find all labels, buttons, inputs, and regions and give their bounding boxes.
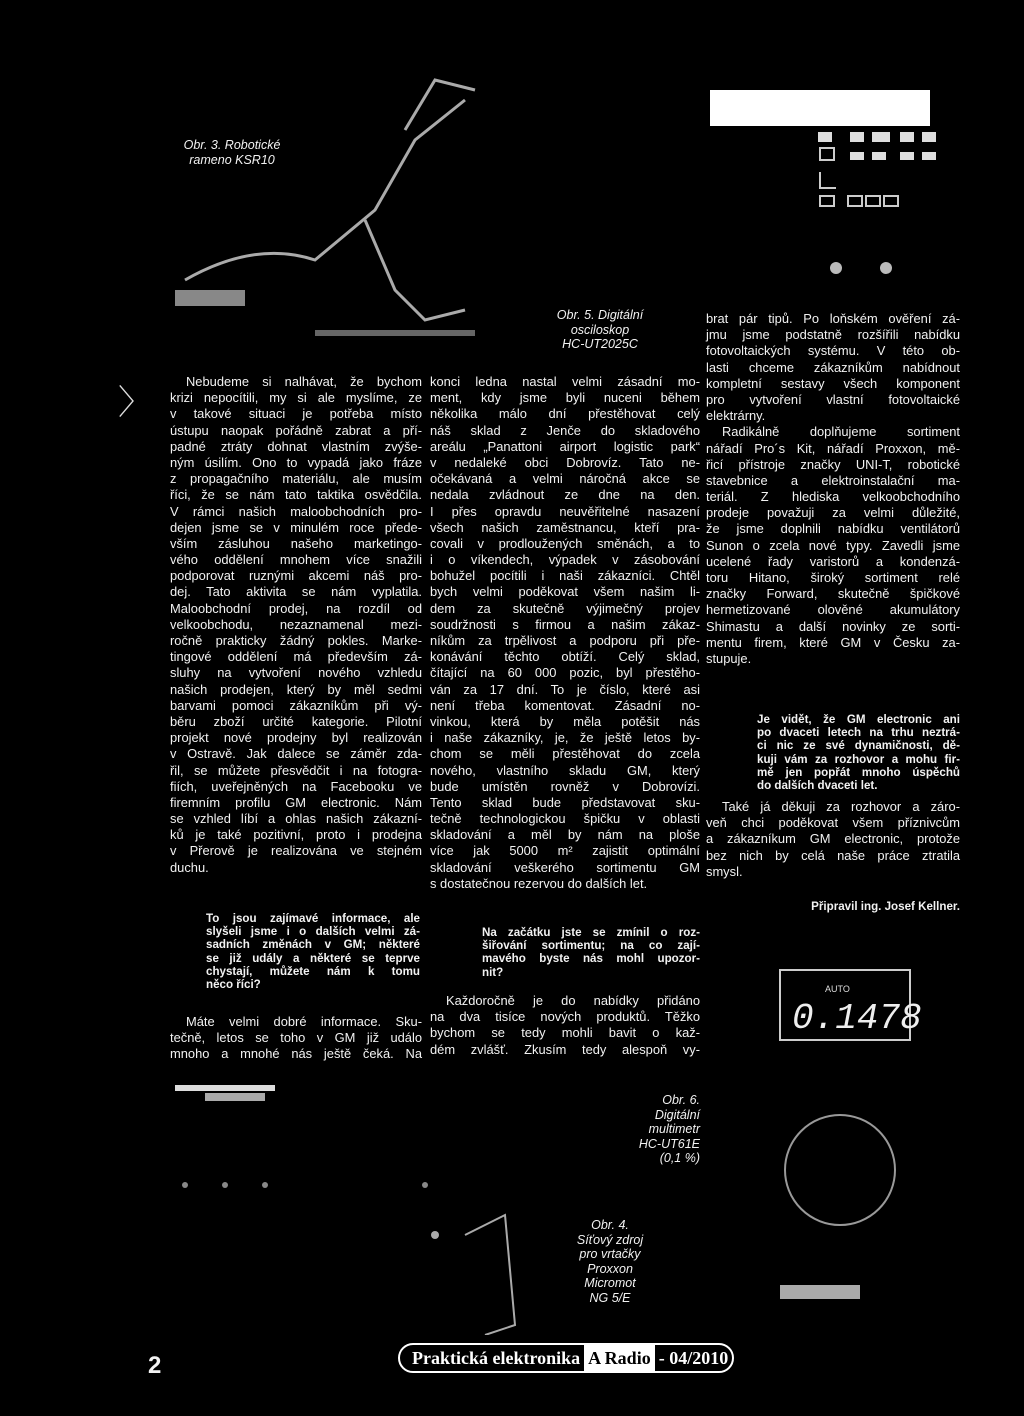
text-line: konávání těchto obtíží. Celý sklad, xyxy=(430,649,700,665)
text-line: I přes opravdu neuvěřitelné nasazení xyxy=(430,503,700,519)
proxxon-power-supply-photo xyxy=(165,1085,565,1335)
text-line: v Ostravě. Jak dalece se záměr zda- xyxy=(170,746,422,762)
column-2-answer xyxy=(430,993,700,1058)
text-line: po dvaceti letech na trhu neztrá- xyxy=(757,726,960,740)
text-line: firemním profilu GM electronic. Nám xyxy=(170,794,422,810)
text-line: toru Hitano, široký sortiment relé xyxy=(706,570,960,585)
text-line: smysl. xyxy=(706,863,743,879)
text-line: sadních změnách v GM; některé xyxy=(206,938,420,952)
text-line: dej. Tato aktivita se nám vyplatila. xyxy=(170,584,422,600)
text-line: Maloobchodní prodej, na rozdíl od xyxy=(170,600,422,616)
text-line: bych velmi poděkovat všem našim li- xyxy=(430,584,700,600)
text-line: našich prodejen, který by měl sedmi xyxy=(170,681,422,697)
multimeter-auto-label: AUTO xyxy=(825,984,850,994)
text-line: běru zboží určité kategorie. Pilotní xyxy=(170,713,422,729)
text-line: ván za 17 dní. To je číslo, které asi xyxy=(430,681,700,697)
multimeter-photo xyxy=(700,920,965,1320)
caption-line: Proxxon xyxy=(587,1261,633,1276)
text-line: Na začátku jste se zmínil o roz- xyxy=(482,926,700,939)
text-line: ným úsilím. Ono to vypadá jako fráze xyxy=(170,454,422,470)
text-line: není třeba komentovat. Zásadní no- xyxy=(430,697,700,713)
text-line: stavebnice a elektroinstalační ma- xyxy=(706,472,960,488)
text-line: mě jen popřát mnoho úspěchů xyxy=(757,765,960,779)
text-line: v takové situaci je potřeba místo xyxy=(170,406,422,422)
text-line: šiřování sortimentu; na co zají- xyxy=(482,939,700,953)
caption-line: (0,1 %) xyxy=(659,1151,700,1165)
issue-number: - 04/2010 xyxy=(658,1347,729,1368)
text-line: bez nich by celá naše práce ztratila xyxy=(706,847,960,863)
column-2-question xyxy=(482,926,700,979)
text-line: brat pár tipů. Po loňském ověření zá- xyxy=(706,311,960,326)
text-line: vším zásluhou našeho marketingo- xyxy=(170,535,422,551)
text-line: mentu firem, které GM v Česku za- xyxy=(706,634,960,650)
page-number: 2 xyxy=(148,1352,162,1379)
text-line: vého oddělení mnohem více snažili xyxy=(170,552,422,568)
text-line: tingové oddělení má především zá- xyxy=(170,649,422,665)
text-line: ci nic ze své dynamičnosti, dě- xyxy=(757,739,960,753)
text-line: Také já děkuji za rozhovor a záro- xyxy=(722,799,960,814)
caption-line: HC-UT61E xyxy=(638,1136,700,1151)
text-line: ment, kdy jsme byli nuceni během xyxy=(430,390,700,406)
text-line: projekt nové prodejny byl realizován xyxy=(170,730,422,746)
robotic-arm-photo xyxy=(165,60,495,350)
text-line: nářadí Pro´s Kit, nářadí Proxxon, mě- xyxy=(706,440,960,456)
caption-line: rameno KSR10 xyxy=(189,152,275,167)
text-line: areálu „Panattoni airport logistic park“ xyxy=(430,438,700,454)
text-line: jmu jsme podstatně rozšířili nabídku xyxy=(706,327,960,343)
text-line: níkům za trpělivost a podporu při pře- xyxy=(430,633,700,648)
text-line: prodeje považuji za velmi důležité, xyxy=(706,505,960,521)
text-line: barvami pomoci zákazníkům při vý- xyxy=(170,697,422,713)
text-line: covali v prodloužených směnách, a to xyxy=(430,535,700,551)
column-1-body xyxy=(170,374,422,876)
text-line: bude umístěn rovněž v Dobrovízi. xyxy=(430,778,700,794)
caption-line: Obr. 3. Robotické xyxy=(183,138,281,152)
caption-line: osciloskop xyxy=(570,322,630,337)
text-line: fiích, uveřejněných na Facebooku ve xyxy=(170,778,422,794)
caption-line: HC-UT2025C xyxy=(562,337,638,351)
text-line: To jsou zajímavé informace, ale xyxy=(206,912,420,925)
text-line: slyšeli jsme i o dalších velmi zá- xyxy=(206,925,420,939)
text-line: elektrárny. xyxy=(706,408,766,424)
text-line: řil, se můžete přesvědčit i na fotogra- xyxy=(170,762,422,778)
text-line: něco říci? xyxy=(206,977,261,991)
column-1-question xyxy=(206,912,420,991)
text-line: mavého byste nás mohl upozor- xyxy=(482,952,700,966)
text-line: krizi nepocítili, my si ale myslíme, ze xyxy=(170,390,422,406)
text-line: stupuje. xyxy=(706,650,752,666)
text-line: více jak 5000 m² zajistit optimální xyxy=(430,843,700,859)
caption-line: Obr. 4. xyxy=(591,1218,629,1232)
text-line: soudržnosti s firmou a našim zákaz- xyxy=(430,616,700,632)
text-line: z propagačního materiálu, ale musím xyxy=(170,471,422,487)
text-line: dém zvlášť. Zkusím tedy alespoň vy- xyxy=(430,1041,700,1057)
text-line: náš sklad z Jenče do skladového xyxy=(430,422,700,438)
caption-line: multimetr xyxy=(648,1122,700,1136)
text-line: mnoho a mnohé nás ještě čeká. Na xyxy=(170,1046,422,1062)
figure-4-caption xyxy=(560,1218,660,1305)
text-line: teriál. Z hlediska velkoobchodního xyxy=(706,489,960,505)
text-line: na dva tisíce nových produktů. Těžko xyxy=(430,1009,700,1025)
author-signature: Připravil ing. Josef Kellner. xyxy=(811,900,960,913)
text-line: dem za skutečně výjimečný projev xyxy=(430,600,700,616)
text-line: Je vidět, že GM electronic ani xyxy=(757,713,960,726)
multimeter-reading: 0.1478 xyxy=(792,998,922,1039)
text-line: podporovat ruznými akcemi náš pro- xyxy=(170,568,422,584)
text-line: bychom se tedy mohli bavit o kaž- xyxy=(430,1025,700,1041)
chevron-right-icon: 〉 xyxy=(118,384,152,422)
text-line: značky Forward, skutečně špičkové xyxy=(706,586,960,602)
text-line: Každoročně je do nabídky přidáno xyxy=(446,993,700,1008)
column-3-answer xyxy=(706,799,960,880)
magazine-name-suffix: A Radio xyxy=(584,1345,655,1371)
caption-line: pro vrtačky xyxy=(579,1247,641,1261)
caption-line: Síťový zdroj xyxy=(576,1232,644,1247)
text-line: lasti chceme zákazníkům nabídnout xyxy=(706,359,960,375)
text-line: hermetizované olověné akumulátory xyxy=(706,602,960,618)
text-line: i naše zákazníky, je, že ještě letos by- xyxy=(430,730,700,746)
column-3-question xyxy=(757,713,960,792)
text-line: bohužel pocítili i naši zákazníci. Chtěl xyxy=(430,568,700,584)
figure-6-caption xyxy=(600,1093,700,1166)
text-line: se vzhled líbí a ohlas našich zákazní- xyxy=(170,811,422,827)
text-line: v Přerově je realizována ve stejném xyxy=(170,843,422,859)
figure-3-caption xyxy=(172,138,292,167)
magazine-footer xyxy=(398,1343,734,1373)
text-line: ucelené řady varistorů a kondenzá- xyxy=(706,553,960,569)
text-line: konci ledna nastal velmi zásadní mo- xyxy=(430,374,700,389)
text-line: vinkou, která by měla potěšit nás xyxy=(430,713,700,729)
text-line: tečně technologickou špičku v oblasti xyxy=(430,811,700,827)
text-line: a zákazníkum GM electronic, protože xyxy=(706,831,960,847)
text-line: duchu. xyxy=(170,859,209,875)
text-line: veň chci poděkovat všem příznivcům xyxy=(706,815,960,831)
column-1-answer xyxy=(170,1014,422,1063)
text-line: ústupu naopak pořádně zabrat a pří- xyxy=(170,422,422,438)
text-line: tečně, letos se toho v GM již událo xyxy=(170,1030,422,1046)
text-line: říci, že se nám tato taktika osvědčila. xyxy=(170,487,422,503)
caption-line: Obr. 6. xyxy=(662,1093,700,1107)
text-line: Sunon o zcela nové typy. Zavedli jsme xyxy=(706,537,960,553)
text-line: fotovoltaických systému. V této ob- xyxy=(706,343,960,359)
arm-outline xyxy=(185,100,465,280)
arm-keyboard xyxy=(175,290,245,306)
text-line: Máte velmi dobré informace. Sku- xyxy=(186,1014,422,1029)
text-line: všech našich zaměstnancu, kteří pra- xyxy=(430,519,700,535)
text-line: Tento sklad bude představovat sku- xyxy=(430,794,700,810)
text-line: že jsme doplnili nabídku ventilátorů xyxy=(706,521,960,537)
text-line: čítající na 60 000 pozic, byl přestěho- xyxy=(430,665,700,681)
column-2-body xyxy=(430,374,700,892)
text-line: i o víkendech, výpadek v zásobování xyxy=(430,552,700,568)
text-line: několika málo dní přestěhovat celý xyxy=(430,406,700,422)
text-line: padné ztráty dohnat vlastním zvýše- xyxy=(170,438,422,454)
text-line: pro vytvoření vlastní fotovoltaické xyxy=(706,391,960,407)
caption-line: Obr. 5. Digitální xyxy=(556,308,644,322)
text-line: do dalších dvaceti let. xyxy=(757,778,878,792)
text-line: V rámci našich maloobchodních pro- xyxy=(170,503,422,519)
caption-line: Micromot xyxy=(584,1276,636,1290)
text-line: nedala zvládnout ze dne na den. xyxy=(430,487,700,503)
text-line: kompletní sestavy všech komponent xyxy=(706,375,960,391)
oscilloscope-photo xyxy=(700,80,965,300)
text-line: chom se měli přestěhovat do zcela xyxy=(430,746,700,762)
text-line: nového, vlastního skladu GM, který xyxy=(430,762,700,778)
text-line: kuji vám za rozhovor a mohu fir- xyxy=(757,752,960,766)
text-line: velkoobchodu, nezaznamenal mezi- xyxy=(170,616,422,632)
text-line: se již udály a některé se teprve xyxy=(206,951,420,965)
text-line: Nebudeme si nalhávat, že bychom xyxy=(186,374,422,389)
text-line: sluhy na vytvoření nového vzhledu xyxy=(170,665,422,681)
text-line: dejen jsme se v minulém roce přede- xyxy=(170,519,422,535)
text-line: ků je také pozitivní, proto i prodejna xyxy=(170,827,422,843)
text-line: nit? xyxy=(482,965,504,979)
figure-5-caption xyxy=(540,308,660,352)
text-line: Shimastu a další novinky ze sorti- xyxy=(706,618,960,634)
text-line: skladování a měl by nám na ploše xyxy=(430,827,700,843)
caption-line: Digitální xyxy=(654,1107,700,1122)
magazine-name: Praktická elektronika xyxy=(412,1347,581,1368)
caption-line: NG 5/E xyxy=(589,1290,631,1305)
text-line: řicí přístroje značky UNI-T, robotické xyxy=(706,456,960,472)
text-line: v nedaleké obci Dobrovíz. Tato ne- xyxy=(430,454,700,470)
text-line: chystají, můžete nám k tomu xyxy=(206,964,420,978)
multimeter-dial xyxy=(785,1115,895,1225)
text-line: Radikálně doplňujeme sortiment xyxy=(722,424,960,440)
text-line: ročně prakticky žádný pokles. Marke- xyxy=(170,633,422,648)
text-line: s dostatečnou rezervou do dalších let. xyxy=(430,875,648,891)
text-line: očekávaná a velmi náročná akce se xyxy=(430,471,700,487)
text-line: skladování veškerého sortimentu GM xyxy=(430,859,700,875)
column-3-body xyxy=(706,311,960,667)
